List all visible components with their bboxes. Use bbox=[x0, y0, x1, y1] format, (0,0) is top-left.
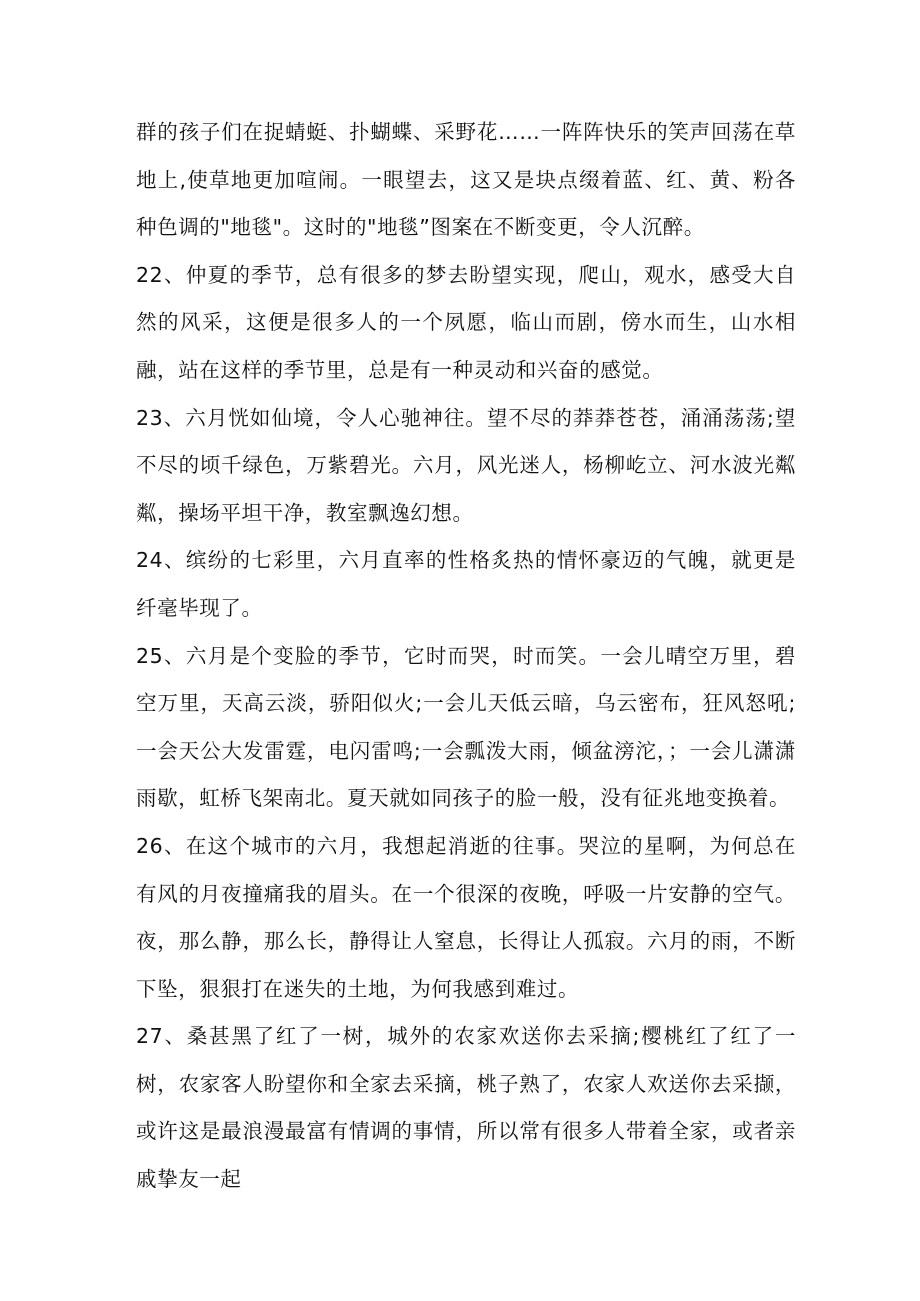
paragraph-25: 25、六月是个变脸的季节，它时而哭，时而笑。一会儿晴空万里，碧空万里，天高云淡，骄阳似火;一会儿天低云暗，乌云密布，狂风怒吼;一会天公大发雷霆，电闪雷鸣;一会瓢泼大雨，倾盆滂沱，；一会儿潇潇雨歇，虹桥飞架南北。夏天就如同孩子的脸一般，没有征兆地变换着。 bbox=[136, 643, 796, 811]
paragraph-continuation: 群的孩子们在捉蜻蜓、扑蝴蝶、采野花……一阵阵快乐的笑声回荡在草地上,使草地更加喧闹。一眼望去，这又是块点缀着蓝、红、黄、粉各种色调的"地毯"。这时的"地毯”图案在不断变更，令人沉醉。 bbox=[136, 120, 796, 240]
paragraph-22: 22、仲夏的季节，总有很多的梦去盼望实现，爬山，观水，感受大自然的风采，这便是很多人的一个夙愿，临山而剧，傍水而生，山水相融，站在这样的季节里，总是有一种灵动和兴奋的感觉。 bbox=[136, 262, 796, 382]
document-body bbox=[136, 109, 796, 1204]
paragraph-26: 26、在这个城市的六月，我想起消逝的往事。哭泣的星啊，为何总在有风的月夜撞痛我的眉头。在一个很深的夜晚，呼吸一片安静的空气。夜，那么静，那么长，静得让人窒息，长得让人孤寂。六月的雨，不断下坠，狠狠打在迷失的土地，为何我感到难过。 bbox=[136, 833, 796, 1001]
paragraph-27: 27、桑甚黑了红了一树，城外的农家欢送你去采摘;樱桃红了红了一树，农家客人盼望你和全家去采摘，桃子熟了，农家人欢送你去采撷，或许这是最浪漫最富有情调的事情，所以常有很多人带着全家，或者亲戚挚友一起 bbox=[136, 1024, 796, 1192]
paragraph-23: 23、六月恍如仙境，令人心驰神往。望不尽的莽莽苍苍，涌涌荡荡;望不尽的顷千绿色，万紫碧光。六月，风光迷人，杨柳屹立、河水波光粼粼，操场平坦干净，教室飘逸幻想。 bbox=[136, 405, 796, 525]
paragraph-24: 24、缤纷的七彩里，六月直率的性格炙热的情怀豪迈的气魄，就更是纤毫毕现了。 bbox=[136, 548, 796, 620]
